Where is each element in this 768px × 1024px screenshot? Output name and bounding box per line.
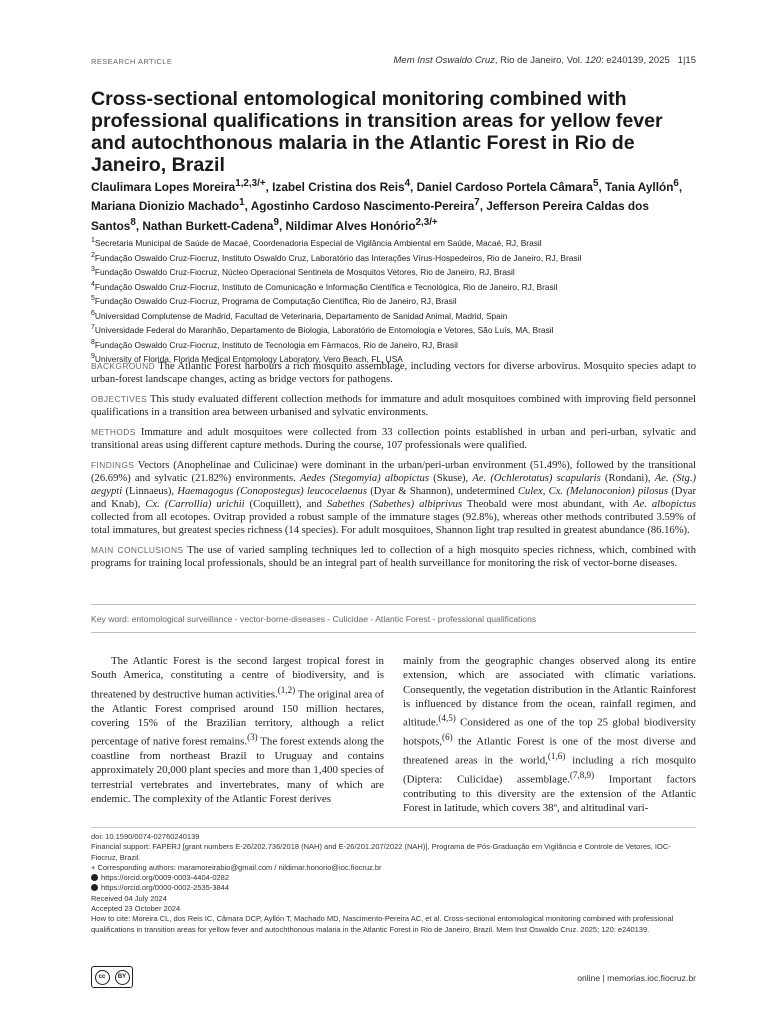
- page-number: 1|15: [677, 55, 696, 66]
- affiliation-list: [91, 235, 696, 366]
- keywords: Key word: entomological surveillance - vector-borne-diseases - Culicidae - Atlantic Forest - professional qualifications: [91, 604, 696, 633]
- journal-issue: : e240139, 2025: [601, 55, 670, 66]
- author: Agostinho Cardoso Nascimento-Pereira$^7$: [250, 197, 480, 214]
- body-column-right: mainly from the geographic changes observed along its entire extension, which are associated with climatic variations. Consequently, the vegetation distribution in the Atlantic Rainforest is influenced by distance from the ocean, rainfall regimen, and altitude.$^{(4,5)}$ Considered as one of the top 25 global biodiversity hotspots,$^{(6)}$ the Atlantic Forest is one of the most diverse and threatened areas in the world,$^{(1,6)}$ including a rich mosquito (Diptera: Culicidae) assemblage.$^{(7,8,9)}$ Important factors contributing to this diversity are the extension of the Atlantic Forest in latitude, which covers 38º, and altitudinal vari-: [403, 655, 696, 815]
- site-link[interactable]: online | memorias.ioc.fiocruz.br: [577, 973, 696, 983]
- journal-volume: 120: [585, 55, 602, 66]
- journal-name: Mem Inst Oswaldo Cruz: [393, 55, 495, 66]
- journal-place: , Rio de Janeiro, Vol.: [494, 55, 586, 66]
- how-to-cite: How to cite: Moreira CL, dos Reis IC, Câmara DCP, Ayllón T, Machado MD, Nascimento-Pereira AC, et al. Cross-sectional entomological monitoring combined with professional qualifications in transition areas for yellow fever and autochthonous malaria in the Atlantic Forest in Rio de Janeiro, Brazil. Mem Inst Oswaldo Cruz. 2025; 120: e240139.: [91, 914, 674, 934]
- affiliation: $^6$Universidad Complutense de Madrid, Facultad de Veterinaria, Departamento de Sanidad Animal, Madrid, Spain: [91, 309, 508, 321]
- orcid-entry[interactable]: https://orcid.org/0000-0002-2535-3844: [91, 883, 696, 893]
- author-list: Claulimara Lopes Moreira$^{1,2,3/+}$, Izabel Cristina dos Reis$^4$, Daniel Cardoso Portela Câmara$^5$, Tania Ayllón$^6$, Mariana Dionizio Machado$^1$, Agostinho Cardoso Nascimento-Pereira$^7$, Jefferson Pereira Caldas dos Santos$^8$, Nathan Burkett-Cadena$^9$, Nildimar Alves Honório$^{2,3/+}$: [91, 178, 683, 233]
- author: Claulimara Lopes Moreira$^{1,2,3/+}$: [91, 178, 266, 194]
- body-text: [91, 654, 696, 815]
- abstract: [91, 360, 696, 577]
- doi-link[interactable]: doi: 10.1590/0074-02760240139: [91, 832, 200, 841]
- received-date: Received 04 July 2024: [91, 893, 167, 903]
- author: Mariana Dionizio Machado$^1$: [91, 197, 245, 214]
- affiliation: $^1$Secretaria Municipal de Saúde de Macaé, Coordenadoria Especial de Vigilância Ambiental em Saúde, Macaé, RJ, Brasil: [91, 237, 542, 248]
- author: Nildimar Alves Honório$^{2,3/+}$: [285, 216, 438, 233]
- journal-citation: [394, 55, 696, 66]
- page-footer: [91, 966, 696, 988]
- affiliation: $^4$Fundação Oswaldo Cruz-Fiocruz, Instituto de Comunicação e Informação Científica e Tecnológica, Rio de Janeiro, RJ, Brasil: [91, 280, 558, 292]
- affiliation: $^7$Universidade Federal do Maranhão, Departamento de Biologia, Laboratório de Entomologia e Vetores, São Luís, MA, Brasil: [91, 324, 554, 335]
- affiliation: $^3$Fundação Oswaldo Cruz-Fiocruz, Núcleo Operacional Sentinela de Mosquitos Vetores, Rio de Janeiro, RJ, Brasil: [91, 266, 515, 277]
- affiliation: $^8$Fundação Oswaldo Cruz-Fiocruz, Instituto de Tecnologia em Fármacos, Rio de Janeiro, RJ, Brasil: [91, 338, 458, 350]
- body-column-left: The Atlantic Forest is the second largest tropical forest in South America, constituting a centre of biodiversity, and is threatened by destructive human activities.$^{(1,2)}$ The original area of the Atlantic Forest comprised around 150 million hectares, covering 15% of the Brazilian territory, although a relict percentage of native forest remains.$^{(3)}$ The forest extends along the coastline from northeast Brazil to Uruguay and contains approximately 20,000 plant species and more than 1,400 species of terrestrial vertebrates and invertebrates, many of which are endemic. The complexity of the Atlantic Forest derives: [91, 655, 385, 805]
- orcid-icon: [91, 884, 98, 891]
- orcid-icon: [91, 874, 98, 881]
- abstract-background: BACKGROUND The Atlantic Forest harbours a rich mosquito assemblage, including vectors for diverse arbovirus. Mosquito species adapt to urban-forest landscape changes, acting as bridge vectors for pathogens.: [91, 361, 696, 385]
- author: Izabel Cristina dos Reis$^4$: [272, 178, 411, 194]
- running-header: [91, 55, 696, 69]
- financial-support: Financial support: FAPERJ [grant numbers E-26/202.736/2018 (NAH) and E-26/201.207/2022 (NAH)], Programa de Pós-Graduação em Vigilância e Controle de Vetores, IOC-Fiocruz, Brazil.: [91, 842, 671, 862]
- cc-license-icon[interactable]: [91, 966, 133, 988]
- author: Tania Ayllón$^6$: [605, 178, 679, 194]
- abstract-objectives: OBJECTIVES This study evaluated different collection methods for immature and adult mosquitoes combined with improving field personnel qualifications in a transition area between urbanised and sylvatic environments.: [91, 394, 696, 418]
- author: Nathan Burkett-Cadena$^9$: [142, 216, 279, 233]
- orcid-entry[interactable]: https://orcid.org/0009-0003-4404-0282: [91, 873, 696, 883]
- abstract-conclusions: MAIN CONCLUSIONS The use of varied sampling techniques led to collection of a high mosquito species richness, which, combined with programs for training local professionals, should be an integral part of health surveillance for monitoring the risk of vector-borne diseases.: [91, 545, 696, 569]
- author: Jefferson Pereira Caldas dos Santos$^8$: [91, 199, 649, 233]
- by-icon: BY: [115, 970, 130, 985]
- author: Daniel Cardoso Portela Câmara$^5$: [416, 178, 599, 194]
- affiliation: $^9$University of Florida, Florida Medical Entomology Laboratory, Vero Beach, FL, USA: [91, 353, 403, 364]
- article-title: Cross-sectional entomological monitoring combined with professional qualifications in transition areas for yellow fever and autochthonous malaria in the Atlantic Forest in Rio de Janeiro, Brazil: [91, 88, 663, 176]
- corresponding-authors[interactable]: + Corresponding authors: maramoreirabio@gmail.com / nildimar.honorio@ioc.fiocruz.br: [91, 862, 382, 872]
- footnotes: [91, 827, 696, 935]
- cc-icon: cc: [95, 970, 110, 985]
- affiliation: $^5$Fundação Oswaldo Cruz-Fiocruz, Programa de Computação Científica, Rio de Janeiro, RJ, Brasil: [91, 295, 457, 306]
- abstract-findings: FINDINGS Vectors (Anophelinae and Culicinae) were dominant in the urban/peri-urban environment (51.49%), followed by the transitional (26.69%) and sylvatic (21.82%) environments. Aedes (Stegomyia) albopictus (Skuse), Ae. (Ochlerotatus) scapularis (Rondani), Ae. (Stg.) aegypti (Linnaeus), Haemagogus (Conopostegus) leucocelaenus (Dyar & Shannon), undetermined Culex, Cx. (Melanoconion) pilosus (Dyar and Knab), Cx. (Carrollia) urichii (Coquillett), and Sabethes (Sabethes) albiprivus Theobald were most abundant, with Ae. albopictus collected from all ecotopes. Ovitrap provided a robust sample of the immature stages (92.8%), whereas other methods contributed 3.59% of total immatures, but greatest species richness (14 species). For adult mosquitoes, Shannon light trap resulted in greatest abundance (86.16%).: [91, 460, 697, 536]
- accepted-date: Accepted 23 October 2024: [91, 904, 181, 914]
- affiliation: $^2$Fundação Oswaldo Cruz-Fiocruz, Instituto Oswaldo Cruz, Laboratório das Interações Vírus-Hospedeiros, Rio de Janeiro, RJ, Brasil: [91, 251, 582, 263]
- article-type: RESEARCH ARTICLE: [91, 57, 173, 66]
- abstract-methods: METHODS Immature and adult mosquitoes were collected from 33 collection points established in urban and peri-urban, sylvatic and transitional areas using different capture methods. During the course, 107 professionals were qualified.: [91, 427, 696, 451]
